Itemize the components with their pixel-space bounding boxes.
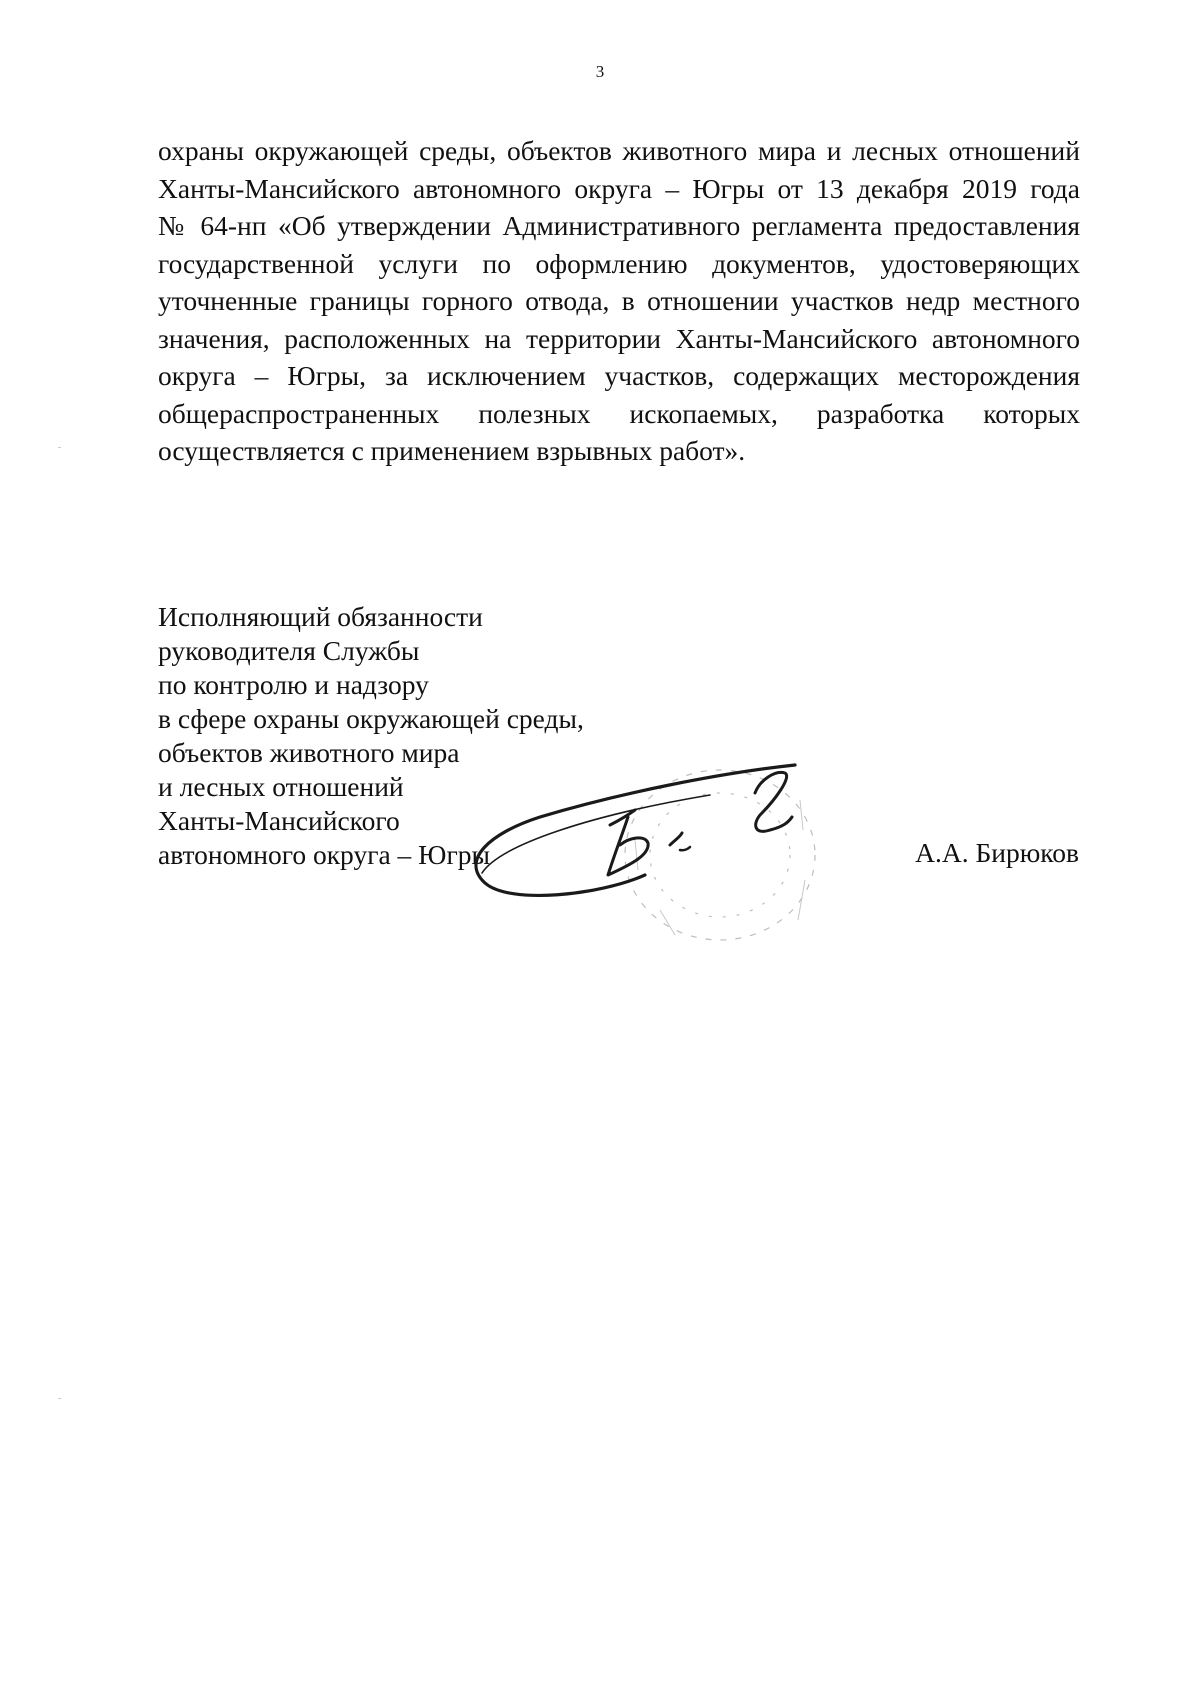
position-line: автономного округа – Югры <box>158 839 490 870</box>
body-line: Ханты-Мансийского автономного округа – Югры от 13 декабря 2019 года <box>158 172 1080 204</box>
body-paragraph <box>158 132 1080 470</box>
body-line: уточненные границы горного отвода, в отношении участков недр местного <box>158 285 1080 316</box>
position-line: в сфере охраны окружающей среды, <box>158 703 584 734</box>
body-line: государственной услуги по оформлению документов, удостоверяющих <box>158 247 1080 279</box>
signer-name: А.А. Бирюков <box>915 837 1079 868</box>
position-line: Исполняющий обязанности <box>158 601 483 632</box>
body-line: общераспространенных полезных ископаемых, разработка которых <box>158 397 1080 429</box>
position-line: и лесных отношений <box>158 771 404 802</box>
position-line: Ханты-Мансийского <box>158 805 400 836</box>
handwritten-signature <box>470 755 870 975</box>
body-line: охраны окружающей среды, объектов животного мира и лесных отношений <box>158 135 1080 166</box>
scan-speck <box>58 1398 61 1399</box>
body-line: значения, расположенных на территории Ханты-Мансийского автономного <box>158 322 1080 354</box>
scan-speck <box>58 447 61 448</box>
body-line: № 64-нп «Об утверждении Административного регламента предоставления <box>158 210 1080 241</box>
page-number: 3 <box>595 62 605 81</box>
body-line: осуществляется с применением взрывных работ». <box>158 435 746 466</box>
position-line: по контролю и надзору <box>158 669 429 700</box>
body-line: округа – Югры, за исключением участков, содержащих месторождения <box>158 360 1080 391</box>
position-line: руководителя Службы <box>158 635 420 666</box>
position-line: объектов животного мира <box>158 737 460 768</box>
